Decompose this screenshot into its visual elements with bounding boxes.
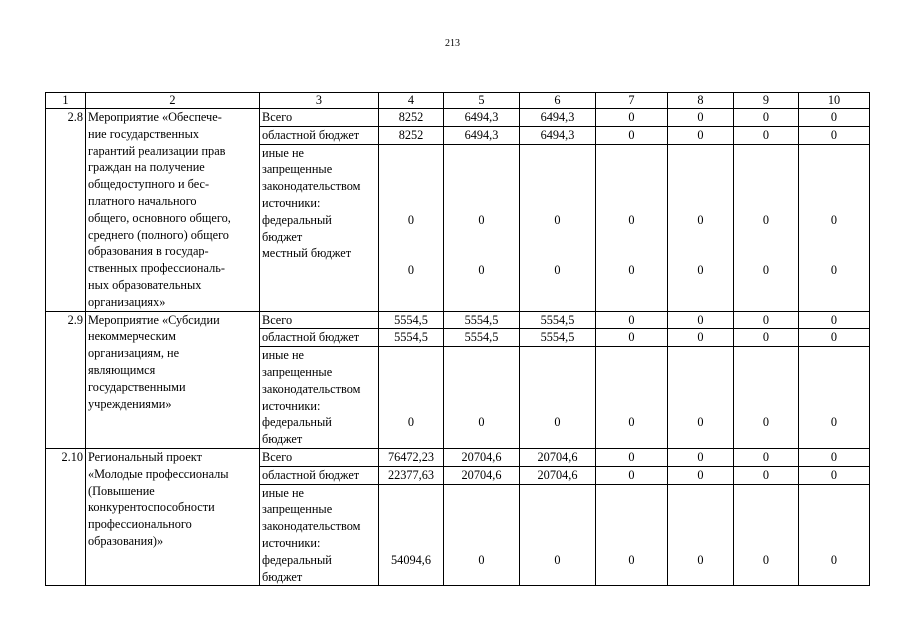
federal-value: 0 <box>554 552 561 567</box>
value-cell: 0 <box>668 466 734 484</box>
description-line: ственных профессиональ- <box>88 261 225 276</box>
source-other <box>260 144 379 311</box>
value-cell <box>799 347 870 449</box>
row-number: 2.8 <box>46 109 86 312</box>
value-cell: 0 <box>799 126 870 144</box>
value-cell: 0 <box>734 448 799 466</box>
local-value: 0 <box>830 263 838 278</box>
value-cell <box>799 144 870 311</box>
description-line: организациям, не <box>88 346 180 361</box>
value-cell: 5554,5 <box>379 329 444 347</box>
value-cell <box>596 144 668 311</box>
federal-value: 0 <box>830 552 838 567</box>
local-value: 0 <box>762 263 770 278</box>
source-line: источники: <box>262 398 321 413</box>
value-cell: 5554,5 <box>444 311 520 329</box>
value-cell: 0 <box>799 329 870 347</box>
source-line: бюджет <box>262 432 303 447</box>
value-cell: 6494,3 <box>444 109 520 127</box>
page-number: 213 <box>445 38 460 49</box>
value-cell: 0 <box>734 109 799 127</box>
federal-value: 54094,6 <box>391 552 431 567</box>
source-total: Всего <box>260 109 379 127</box>
value-cell <box>444 347 520 449</box>
value-cell: 20704,6 <box>444 466 520 484</box>
description-line: ных образовательных <box>88 277 202 292</box>
federal-value: 0 <box>830 415 838 430</box>
value-cell: 0 <box>734 466 799 484</box>
description-line: конкурентоспособности <box>88 500 215 515</box>
header-cell: 8 <box>668 93 734 109</box>
federal-value: 0 <box>478 552 485 567</box>
source-line: федеральный <box>262 212 332 227</box>
federal-value: 0 <box>628 552 635 567</box>
value-cell: 5554,5 <box>379 311 444 329</box>
source-other <box>260 347 379 449</box>
federal-value: 0 <box>697 212 704 227</box>
value-cell: 5554,5 <box>520 311 596 329</box>
description-line: Мероприятие «Субсидии <box>88 312 220 327</box>
description-line: Мероприятие «Обеспече- <box>88 110 222 124</box>
table-row <box>46 109 870 127</box>
value-cell: 5554,5 <box>444 329 520 347</box>
source-line: запрещенные <box>262 364 333 379</box>
row-description <box>86 109 260 312</box>
description-line: образования)» <box>88 533 164 548</box>
header-cell: 10 <box>799 93 870 109</box>
description-line: гарантий реализации прав <box>88 143 226 158</box>
row-number: 2.9 <box>46 311 86 448</box>
description-line: образования в государ- <box>88 244 209 259</box>
value-cell <box>444 484 520 586</box>
header-cell: 4 <box>379 93 444 109</box>
description-line: граждан на получение <box>88 160 205 175</box>
table-row <box>46 448 870 466</box>
value-cell <box>520 144 596 311</box>
value-cell <box>379 347 444 449</box>
value-cell: 20704,6 <box>444 448 520 466</box>
federal-value: 0 <box>628 212 635 227</box>
local-value: 0 <box>407 263 415 278</box>
description-line: являющимся <box>88 362 156 377</box>
value-cell <box>596 347 668 449</box>
description-line: учреждениями» <box>88 396 172 411</box>
table-row <box>46 311 870 329</box>
value-cell: 0 <box>799 311 870 329</box>
source-total: Всего <box>260 448 379 466</box>
source-line: иные не <box>262 348 304 363</box>
value-cell <box>444 144 520 311</box>
source-line: законодательством <box>262 179 361 194</box>
local-value: 0 <box>554 263 561 278</box>
description-line: Региональный проект <box>88 449 202 464</box>
value-cell <box>520 484 596 586</box>
value-cell: 0 <box>596 126 668 144</box>
source-regional: областной бюджет <box>260 126 379 144</box>
value-cell: 5554,5 <box>520 329 596 347</box>
source-line: законодательством <box>262 381 361 396</box>
description-line: ние государственных <box>88 126 200 141</box>
header-cell: 6 <box>520 93 596 109</box>
header-cell: 2 <box>86 93 260 109</box>
federal-value: 0 <box>407 212 415 227</box>
source-line: федеральный <box>262 415 332 430</box>
federal-value: 0 <box>554 415 561 430</box>
header-cell: 5 <box>444 93 520 109</box>
value-cell: 0 <box>734 329 799 347</box>
source-line: законодательством <box>262 519 361 534</box>
federal-value: 0 <box>478 415 485 430</box>
value-cell: 0 <box>734 126 799 144</box>
source-line: местный бюджет <box>262 246 352 261</box>
value-cell: 0 <box>596 109 668 127</box>
source-regional: областной бюджет <box>260 329 379 347</box>
value-cell: 0 <box>668 448 734 466</box>
value-cell <box>520 347 596 449</box>
value-cell: 20704,6 <box>520 448 596 466</box>
description-line: общего, основного общего, <box>88 210 231 225</box>
source-line: бюджет <box>262 229 303 244</box>
local-value: 0 <box>628 263 635 278</box>
value-cell <box>734 347 799 449</box>
local-value: 0 <box>478 263 485 278</box>
source-line: иные не <box>262 485 304 500</box>
description-line: (Повышение <box>88 483 155 498</box>
value-cell: 6494,3 <box>444 126 520 144</box>
value-cell <box>734 484 799 586</box>
value-cell: 8252 <box>379 109 444 127</box>
federal-value: 0 <box>697 552 704 567</box>
value-cell: 76472,23 <box>379 448 444 466</box>
description-line: среднего (полного) общего <box>88 227 229 242</box>
description-line: организациях» <box>88 294 166 309</box>
value-cell: 6494,3 <box>520 126 596 144</box>
value-cell: 0 <box>596 329 668 347</box>
value-cell: 0 <box>668 109 734 127</box>
row-number: 2.10 <box>46 448 86 585</box>
value-cell <box>596 484 668 586</box>
row-description <box>86 448 260 585</box>
description-line: общедоступного и бес- <box>88 177 210 192</box>
local-value: 0 <box>697 263 704 278</box>
source-line: запрещенные <box>262 162 333 177</box>
description-line: профессионального <box>88 517 192 532</box>
source-line: иные не <box>262 145 304 160</box>
source-line: источники: <box>262 535 321 550</box>
header-cell: 1 <box>46 93 86 109</box>
value-cell: 0 <box>799 448 870 466</box>
value-cell <box>379 144 444 311</box>
value-cell: 0 <box>596 311 668 329</box>
source-line: федеральный <box>262 552 332 567</box>
value-cell <box>379 484 444 586</box>
value-cell: 0 <box>596 448 668 466</box>
value-cell <box>668 144 734 311</box>
row-description <box>86 311 260 448</box>
header-cell: 7 <box>596 93 668 109</box>
value-cell: 0 <box>668 329 734 347</box>
budget-table <box>45 92 870 586</box>
value-cell: 6494,3 <box>520 109 596 127</box>
source-line: бюджет <box>262 569 303 584</box>
header-cell: 3 <box>260 93 379 109</box>
value-cell <box>668 484 734 586</box>
federal-value: 0 <box>762 212 770 227</box>
value-cell <box>734 144 799 311</box>
source-line: запрещенные <box>262 502 333 517</box>
value-cell: 20704,6 <box>520 466 596 484</box>
federal-value: 0 <box>762 552 770 567</box>
value-cell <box>799 484 870 586</box>
description-line: платного начального <box>88 193 197 208</box>
value-cell: 0 <box>799 466 870 484</box>
header-row <box>46 93 870 109</box>
value-cell: 0 <box>668 126 734 144</box>
federal-value: 0 <box>628 415 635 430</box>
value-cell: 0 <box>668 311 734 329</box>
value-cell: 8252 <box>379 126 444 144</box>
federal-value: 0 <box>478 212 485 227</box>
description-line: «Молодые профессионалы <box>88 466 229 481</box>
federal-value: 0 <box>407 415 415 430</box>
source-line: источники: <box>262 195 321 210</box>
source-regional: областной бюджет <box>260 466 379 484</box>
value-cell: 0 <box>596 466 668 484</box>
value-cell: 0 <box>734 311 799 329</box>
description-line: государственными <box>88 379 186 394</box>
source-total: Всего <box>260 311 379 329</box>
federal-value: 0 <box>762 415 770 430</box>
federal-value: 0 <box>697 415 704 430</box>
value-cell: 0 <box>799 109 870 127</box>
federal-value: 0 <box>554 212 561 227</box>
federal-value: 0 <box>830 212 838 227</box>
header-cell: 9 <box>734 93 799 109</box>
value-cell: 22377,63 <box>379 466 444 484</box>
description-line: некоммерческим <box>88 329 176 344</box>
source-other <box>260 484 379 586</box>
value-cell <box>668 347 734 449</box>
